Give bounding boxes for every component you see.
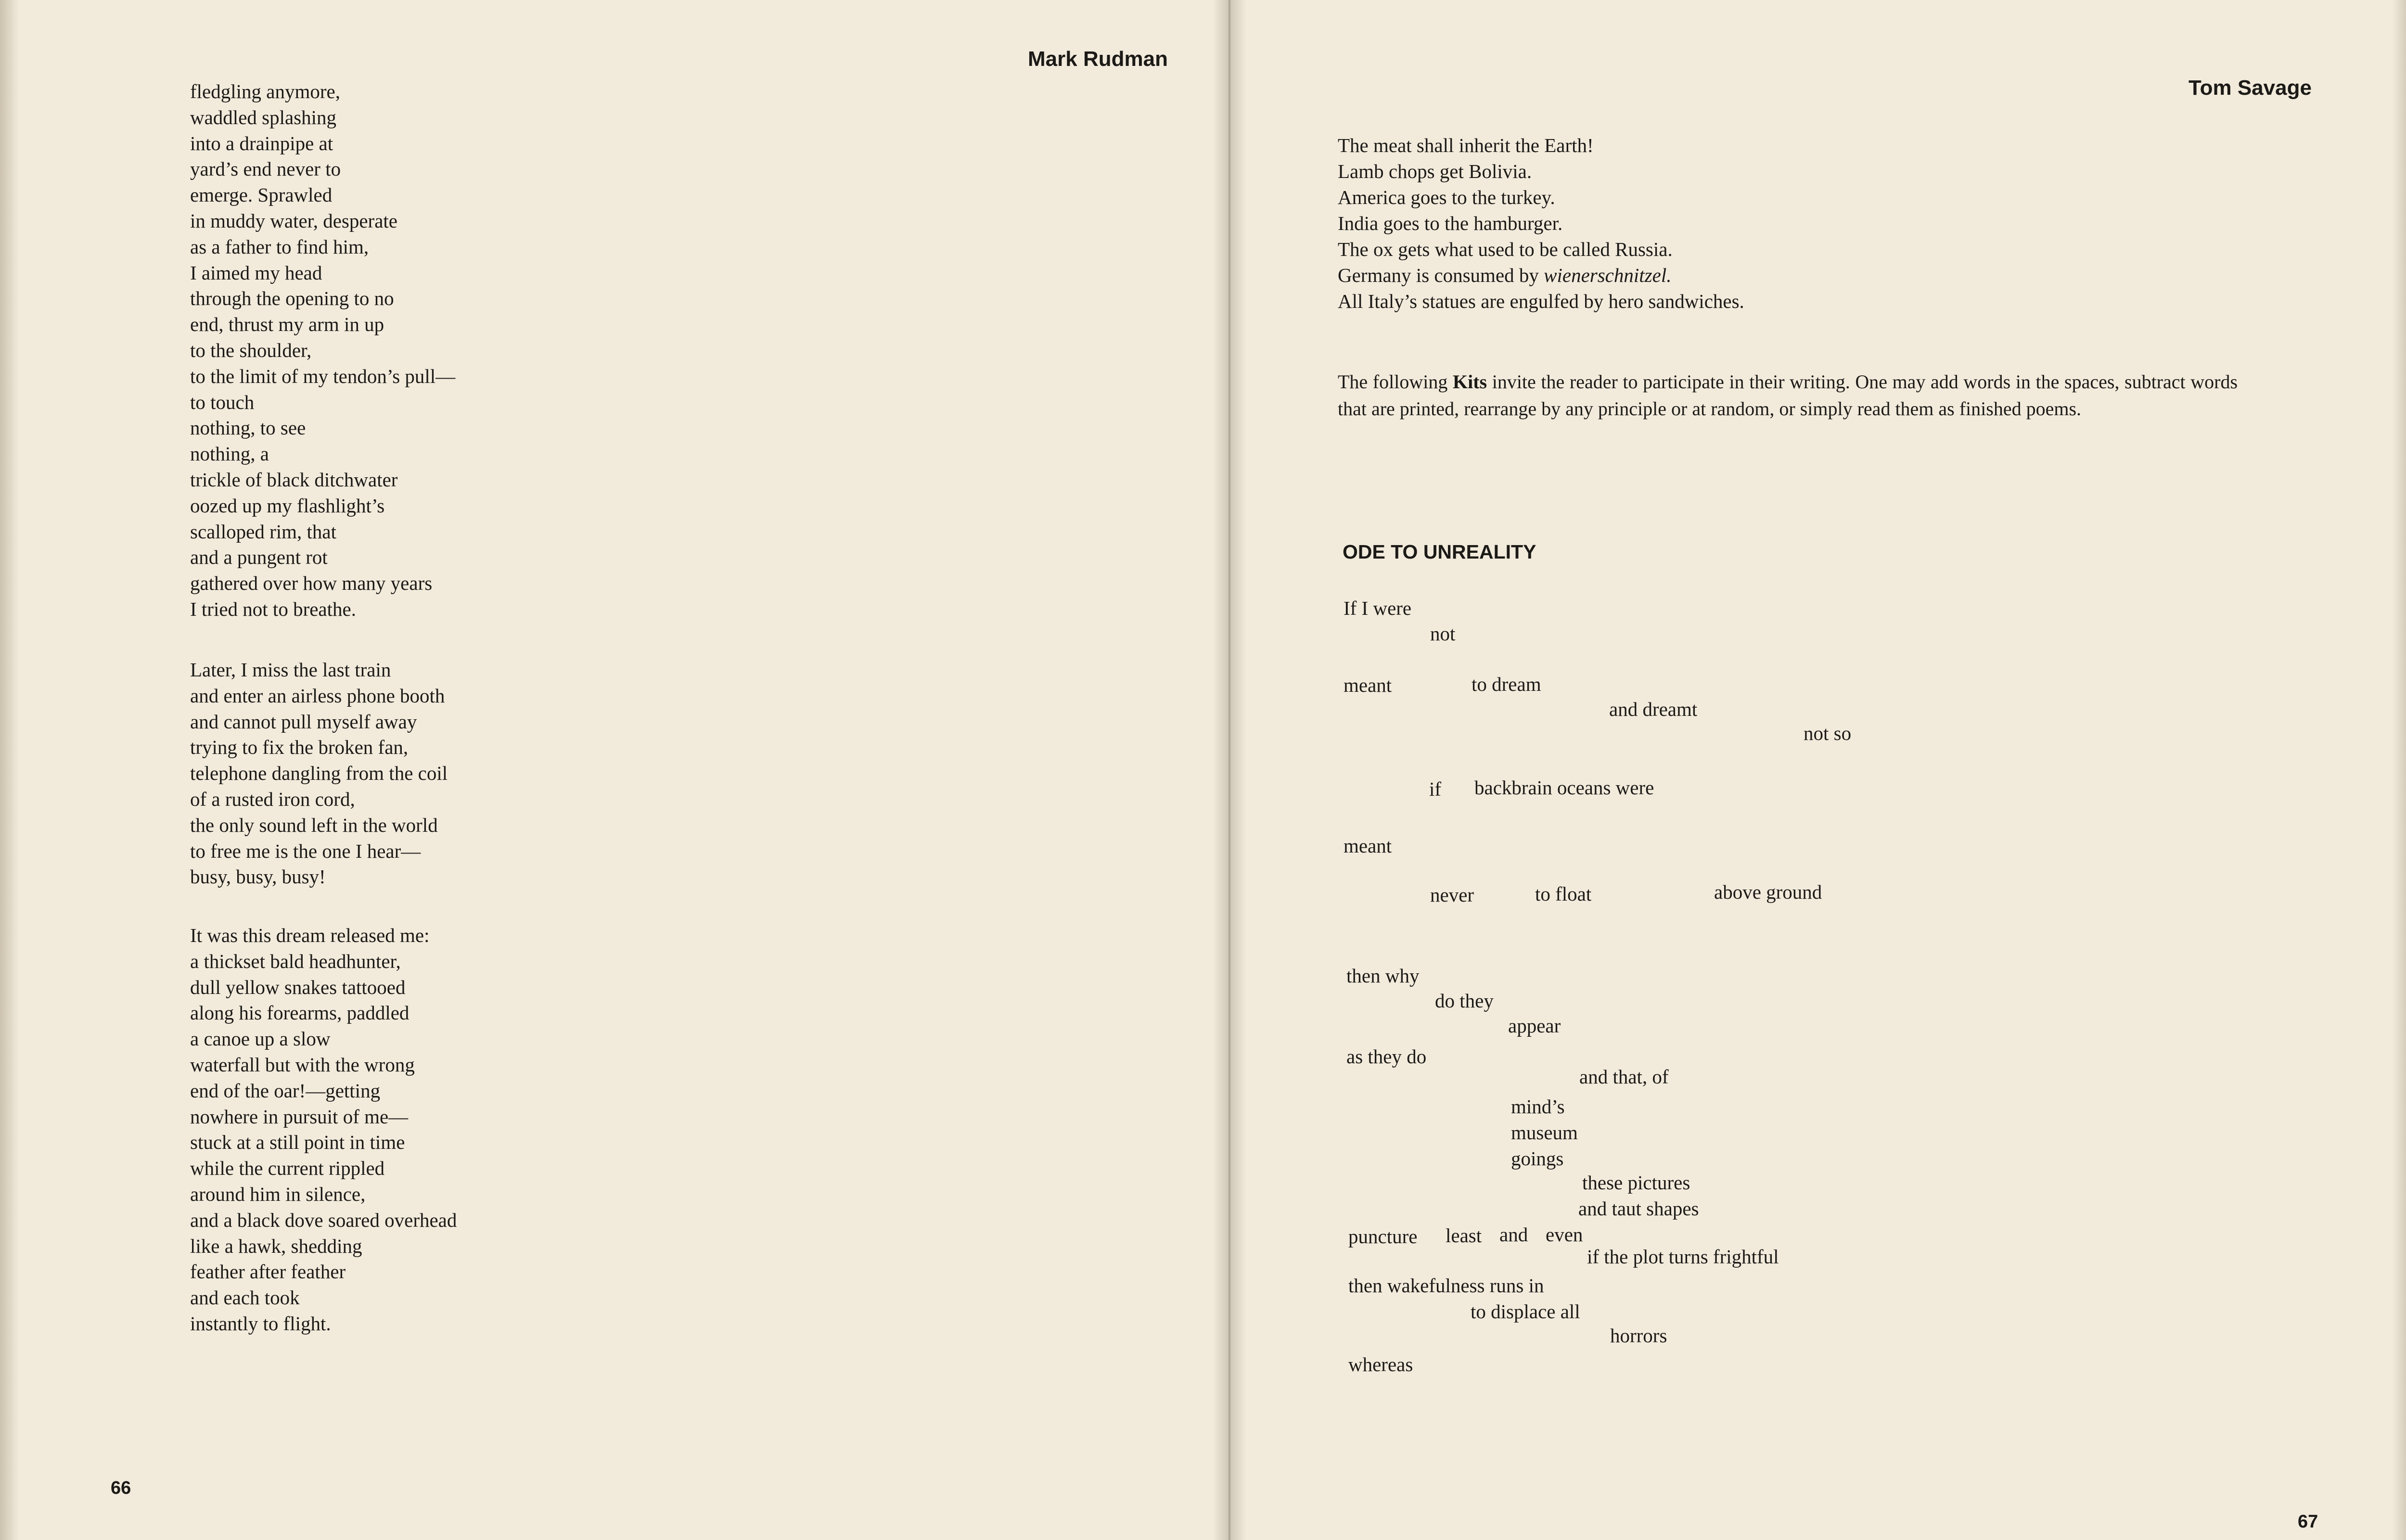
poem-line: The ox gets what used to be called Russia.: [1338, 238, 1673, 260]
ode-word: then wakefulness runs in: [1348, 1274, 1544, 1297]
poem-line: busy, busy, busy!: [190, 865, 326, 888]
ode-word: do they: [1435, 990, 1494, 1012]
poem-line: the only sound left in the world: [190, 814, 438, 836]
poem-line: oozed up my flashlight’s: [190, 494, 385, 517]
poem-title: ODE TO UNREALITY: [1343, 541, 1536, 563]
ode-word: these pictures: [1582, 1171, 1690, 1194]
poem-line: dull yellow snakes tattooed: [190, 976, 406, 998]
poem-line: end of the oar!—getting: [190, 1079, 381, 1102]
poem-line: The meat shall inherit the Earth!: [1338, 134, 1594, 156]
ode-word: not so: [1804, 722, 1852, 744]
page-header-author: Tom Savage: [2188, 76, 2312, 100]
ode-word: If I were: [1344, 597, 1412, 619]
poem-line: to touch: [190, 391, 255, 413]
poem-line: It was this dream released me:: [190, 924, 430, 946]
poem-line: and a black dove soared overhead: [190, 1209, 457, 1231]
poem-line: gathered over how many years: [190, 572, 433, 595]
poem-line: as a father to find him,: [190, 235, 369, 258]
ode-word: to displace all: [1471, 1300, 1580, 1323]
ode-word: not: [1430, 623, 1456, 645]
ode-word: and that, of: [1579, 1066, 1669, 1088]
ode-word: above ground: [1714, 881, 1822, 903]
poem-line: a canoe up a slow: [190, 1028, 331, 1050]
poem-line: nowhere in pursuit of me—: [190, 1105, 409, 1128]
poem-line: a thickset bald headhunter,: [190, 950, 401, 972]
poem-line: I aimed my head: [190, 261, 322, 284]
poem-line: waddled splashing: [190, 106, 337, 128]
poem-line: yard’s end never to: [190, 158, 341, 180]
poem-line-text: Germany is consumed by: [1338, 264, 1544, 286]
poem-stanza-2: [190, 657, 448, 890]
poem-line: America goes to the turkey.: [1338, 186, 1555, 208]
ode-word: backbrain oceans were: [1474, 776, 1654, 799]
poem-line: instantly to flight.: [190, 1312, 331, 1335]
poem-line: into a drainpipe at: [190, 132, 333, 154]
poem-line: and cannot pull myself away: [190, 710, 417, 733]
poem-line: Lamb chops get Bolivia.: [1338, 160, 1532, 182]
poem-line: telephone dangling from the coil: [190, 762, 448, 785]
page-edge-shadow-right: [2392, 0, 2406, 1540]
ode-word: horrors: [1610, 1324, 1667, 1347]
ode-word: museum: [1511, 1121, 1578, 1144]
ode-word: if: [1429, 778, 1442, 800]
poem-line: in muddy water, desperate: [190, 209, 397, 232]
poem-line: feather after feather: [190, 1260, 346, 1283]
poem-line: to free me is the one I hear—: [190, 840, 421, 862]
poem-line: emerge. Sprawled: [190, 184, 333, 206]
poem-line: All Italy’s statues are engulfed by hero sandwiches.: [1338, 290, 1744, 312]
poem-line: Later, I miss the last train: [190, 659, 391, 681]
poem-line: like a hawk, shedding: [190, 1235, 362, 1257]
ode-word: mind’s: [1511, 1095, 1565, 1118]
ode-word: least: [1446, 1224, 1482, 1247]
poem-line: trying to fix the broken fan,: [190, 736, 409, 759]
ode-word: meant: [1344, 674, 1392, 696]
poem-line: while the current rippled: [190, 1157, 385, 1180]
ode-word: to float: [1535, 883, 1592, 905]
intro-text: The following: [1338, 371, 1453, 393]
ode-word: meant: [1344, 835, 1392, 857]
poem-line: stuck at a still point in time: [190, 1131, 405, 1154]
page-number: 66: [111, 1478, 131, 1498]
page-header-author: Mark Rudman: [1028, 47, 1168, 71]
poem-line: to the shoulder,: [190, 339, 312, 361]
poem-line: along his forearms, paddled: [190, 1002, 410, 1024]
ode-word: and taut shapes: [1578, 1197, 1699, 1220]
ode-word: if the plot turns frightful: [1587, 1246, 1779, 1268]
ode-word: then why: [1346, 965, 1420, 987]
poem-stanza-3: [190, 923, 457, 1337]
book-gutter: [1213, 0, 1246, 1540]
ode-word: appear: [1508, 1015, 1561, 1037]
poem-line: trickle of black ditchwater: [190, 468, 398, 491]
ode-word: whereas: [1348, 1353, 1413, 1375]
poem-line: through the opening to no: [190, 287, 394, 310]
poem-stanza-1: [190, 79, 455, 623]
poem-line: nothing, to see: [190, 417, 306, 439]
kits-term: Kits: [1452, 371, 1487, 393]
ode-word: and dreamt: [1609, 698, 1698, 720]
ode-word: even: [1546, 1223, 1583, 1246]
poem-line: around him in silence,: [190, 1183, 366, 1205]
kits-introduction: [1338, 369, 2238, 422]
poem-line: end, thrust my arm in up: [190, 313, 384, 336]
ode-word: goings: [1511, 1147, 1564, 1170]
poem-line: India goes to the hamburger.: [1338, 212, 1563, 234]
poem-line: scalloped rim, that: [190, 520, 336, 543]
poem-line: I tried not to breathe.: [190, 598, 356, 620]
page-number: 67: [2298, 1512, 2318, 1532]
poem-line: [1338, 263, 1671, 289]
poem-line: nothing, a: [190, 443, 269, 465]
intro-text: invite the reader to participate in their writing. One may add words in the spaces, subtract words that are printed, rearrange by any principle or at random, or simply read them as finished poems.: [1338, 371, 2238, 420]
poem-line: of a rusted iron cord,: [190, 788, 355, 810]
poem-line: and enter an airless phone booth: [190, 684, 445, 707]
poem-line: waterfall but with the wrong: [190, 1053, 415, 1076]
poem-line: and each took: [190, 1286, 300, 1309]
ode-word: puncture: [1348, 1225, 1418, 1247]
poem-line: and a pungent rot: [190, 546, 328, 569]
ode-word: and: [1499, 1223, 1528, 1246]
ode-word: to dream: [1472, 673, 1541, 695]
poem-line: fledgling anymore,: [190, 80, 340, 102]
poem-line: to the limit of my tendon’s pull—: [190, 365, 456, 387]
ode-word: never: [1430, 884, 1474, 906]
page-edge-shadow-left: [0, 0, 19, 1540]
italic-word: wienerschnitzel.: [1544, 264, 1672, 286]
ode-word: as they do: [1346, 1045, 1427, 1068]
